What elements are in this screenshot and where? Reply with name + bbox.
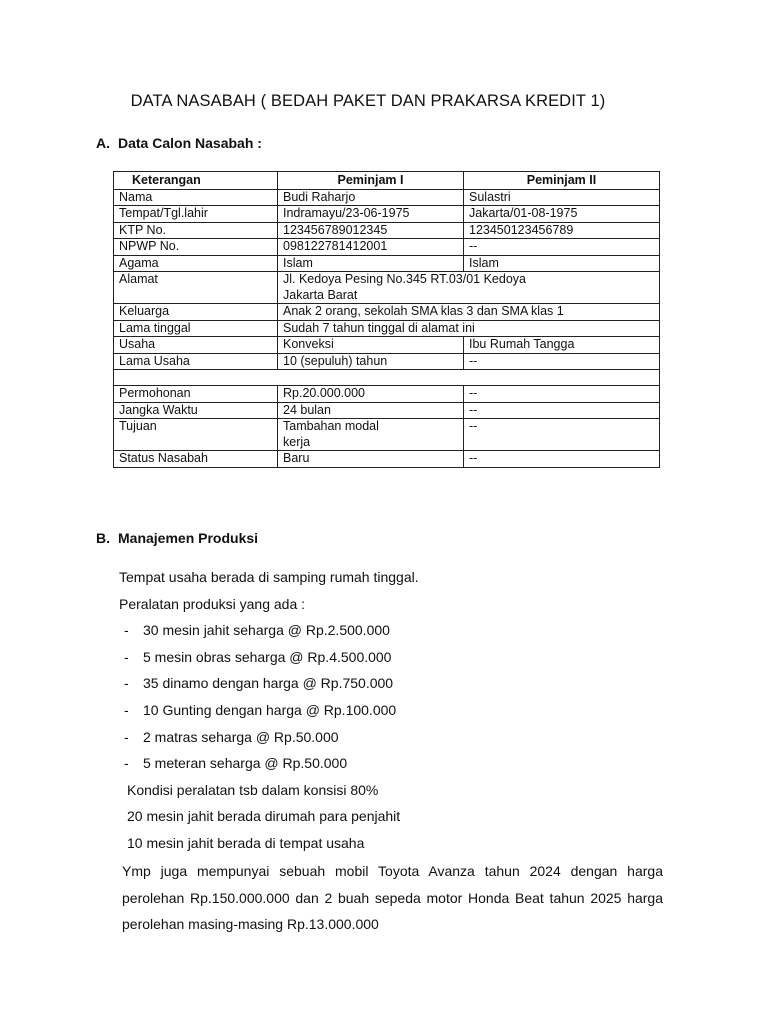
production-notes	[119, 777, 419, 857]
list-item	[119, 750, 419, 777]
row-label: Permohonan	[114, 386, 278, 403]
list-item-text: 5 mesin obras seharga @ Rp.4.500.000	[143, 648, 392, 665]
peminjam-1-value: 10 (sepuluh) tahun	[278, 353, 464, 370]
peminjam-1-value: Anak 2 orang, sekolah SMA klas 3 dan SMA klas 1	[278, 304, 660, 321]
peminjam-1-value: Islam	[278, 255, 464, 272]
peminjam-1-value: Budi Raharjo	[278, 189, 464, 206]
peminjam-1-value: 098122781412001	[278, 239, 464, 256]
row-label: KTP No.	[114, 222, 278, 239]
production-intro	[119, 564, 419, 857]
row-label: Lama Usaha	[114, 353, 278, 370]
table-row-blank	[114, 370, 660, 386]
peminjam-2-value: --	[464, 402, 660, 419]
peminjam-2-value: Islam	[464, 255, 660, 272]
list-item	[119, 670, 419, 697]
vehicle-paragraph: Ymp juga mempunyai sebuah mobil Toyota Avanza tahun 2024 dengan harga perolehan Rp.150.000.000 dan 2 buah sepeda motor Honda Beat tahun 2025 harga perolehan masing-masing Rp.13.000.000	[122, 863, 663, 932]
peminjam-2-value: --	[464, 353, 660, 370]
peminjam-2-value: --	[464, 451, 660, 468]
section-b-title: Manajemen Produksi	[118, 530, 259, 546]
peminjam-1-value: Tambahan modal kerja	[278, 419, 464, 451]
section-a-heading	[96, 135, 262, 151]
row-label: Agama	[114, 255, 278, 272]
peminjam-1-value: Indramayu/23-06-1975	[278, 206, 464, 223]
peminjam-1-value: 123456789012345	[278, 222, 464, 239]
peminjam-1-value: Sudah 7 tahun tinggal di alamat ini	[278, 320, 660, 337]
peminjam-1-value: Konveksi	[278, 337, 464, 354]
note-line: Kondisi peralatan tsb dalam konsisi 80%	[127, 781, 379, 798]
row-label: Usaha	[114, 337, 278, 354]
customer-data-table	[113, 171, 660, 468]
list-item	[119, 617, 419, 644]
list-item-text: 10 Gunting dengan harga @ Rp.100.000	[143, 701, 397, 718]
peminjam-1-value: 24 bulan	[278, 402, 464, 419]
header-keterangan: Keterangan	[114, 172, 278, 190]
row-label: Tempat/Tgl.lahir	[114, 206, 278, 223]
row-label: Keluarga	[114, 304, 278, 321]
table-row	[114, 386, 660, 403]
bullet-dash: -	[124, 701, 129, 718]
bullet-dash: -	[124, 755, 129, 772]
document-title: DATA NASABAH ( BEDAH PAKET DAN PRAKARSA KREDIT 1)	[130, 92, 606, 110]
bullet-dash: -	[124, 622, 129, 639]
peminjam-1-value: Jl. Kedoya Pesing No.345 RT.03/01 Kedoya Jakarta Barat	[278, 272, 660, 304]
peminjam-2-value: --	[464, 386, 660, 403]
table-row	[114, 255, 660, 272]
bullet-dash: -	[124, 728, 129, 745]
row-label: Tujuan	[114, 419, 278, 451]
list-item-text: 2 matras seharga @ Rp.50.000	[143, 728, 339, 745]
list-item-text: 5 meteran seharga @ Rp.50.000	[143, 755, 348, 772]
row-label: Nama	[114, 189, 278, 206]
list-item-text: 35 dinamo dengan harga @ Rp.750.000	[143, 675, 394, 692]
note-line: 10 mesin jahit berada di tempat usaha	[127, 834, 365, 851]
peminjam-2-value: Sulastri	[464, 189, 660, 206]
section-b-number: B.	[96, 530, 110, 546]
table-row	[114, 222, 660, 239]
section-a-number: A.	[96, 135, 110, 151]
peminjam-2-value: Ibu Rumah Tangga	[464, 337, 660, 354]
bullet-dash: -	[124, 648, 129, 665]
table-row	[114, 272, 660, 304]
header-peminjam-1: Peminjam I	[278, 172, 464, 190]
row-label: Status Nasabah	[114, 451, 278, 468]
table-row	[114, 402, 660, 419]
equipment-list	[119, 617, 419, 777]
table-row	[114, 304, 660, 321]
peminjam-2-value: Jakarta/01-08-1975	[464, 206, 660, 223]
table-row	[114, 337, 660, 354]
table-row	[114, 189, 660, 206]
bullet-dash: -	[124, 675, 129, 692]
table-row	[114, 320, 660, 337]
production-intro-line: Peralatan produksi yang ada :	[119, 595, 306, 612]
list-item-text: 30 mesin jahit seharga @ Rp.2.500.000	[143, 622, 390, 639]
table-row	[114, 353, 660, 370]
peminjam-2-value: --	[464, 419, 660, 451]
row-label: Lama tinggal	[114, 320, 278, 337]
list-item	[119, 697, 419, 724]
table-row	[114, 206, 660, 223]
peminjam-1-value: Baru	[278, 451, 464, 468]
section-a-title: Data Calon Nasabah :	[118, 135, 262, 151]
list-item	[119, 724, 419, 751]
table-header-row	[114, 172, 660, 190]
table-row	[114, 451, 660, 468]
peminjam-2-value: 123450123456789	[464, 222, 660, 239]
table-row	[114, 419, 660, 451]
peminjam-1-value: Rp.20.000.000	[278, 386, 464, 403]
peminjam-2-value: --	[464, 239, 660, 256]
production-intro-line: Tempat usaha berada di samping rumah tinggal.	[119, 569, 419, 585]
blank-cell	[114, 370, 660, 386]
row-label: Alamat	[114, 272, 278, 304]
row-label: NPWP No.	[114, 239, 278, 256]
section-b-heading	[96, 530, 258, 546]
note-line: 20 mesin jahit berada dirumah para penjahit	[127, 808, 401, 825]
list-item	[119, 644, 419, 671]
table-row	[114, 239, 660, 256]
header-peminjam-2: Peminjam II	[464, 172, 660, 190]
row-label: Jangka Waktu	[114, 402, 278, 419]
